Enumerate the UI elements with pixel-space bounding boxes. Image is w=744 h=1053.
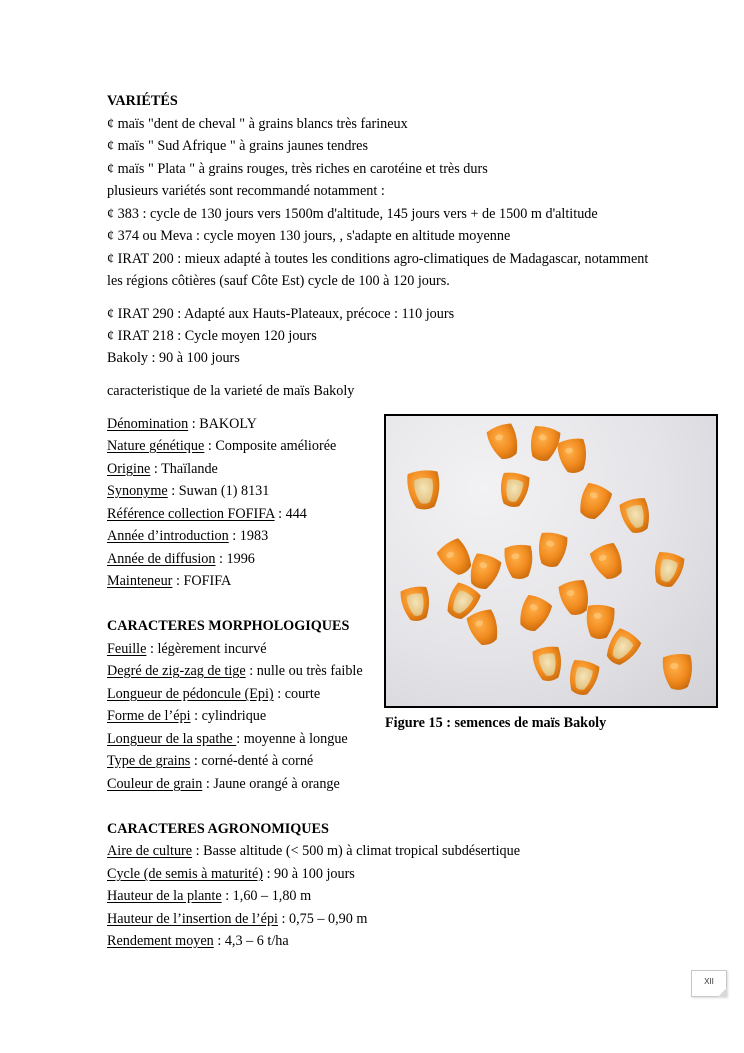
- id-row: [107, 460, 218, 478]
- id-row: [107, 415, 257, 433]
- agro-title: CARACTERES AGRONOMIQUES: [107, 821, 329, 837]
- id-row: [107, 527, 268, 545]
- agro-label: Hauteur de la plante: [107, 888, 222, 904]
- page-number-box: [691, 970, 727, 997]
- id-value: : BAKOLY: [188, 416, 257, 432]
- id-value: : 1983: [228, 528, 269, 544]
- agro-value: : 90 à 100 jours: [263, 866, 355, 882]
- variety-line: ¢ 374 ou Meva : cycle moyen 130 jours, , s'adapte en altitude moyenne: [107, 228, 511, 244]
- agro-row: [107, 842, 520, 860]
- variety-line: ¢ IRAT 200 : mieux adapté à toutes les conditions agro-climatiques de Madagascar, notamment: [107, 251, 649, 267]
- id-label: Dénomination: [107, 416, 189, 432]
- page-number: XII: [704, 977, 714, 986]
- maize-seeds-photo: [384, 414, 718, 708]
- id-label: Année de diffusion: [107, 551, 216, 567]
- morpho-row: [107, 752, 313, 770]
- morpho-row: [107, 662, 363, 680]
- maize-kernels: [399, 421, 694, 698]
- morpho-value: : nulle ou très faible: [245, 663, 363, 679]
- morpho-value: : légèrement incurvé: [146, 641, 267, 657]
- agro-row: [107, 865, 355, 883]
- variety-line: Bakoly : 90 à 100 jours: [107, 350, 240, 366]
- id-value: : Suwan (1) 8131: [167, 483, 270, 499]
- id-label: Mainteneur: [107, 573, 173, 589]
- morpho-value: : courte: [273, 686, 321, 702]
- morpho-row: [107, 640, 267, 658]
- id-row: [107, 437, 336, 455]
- agro-value: : 4,3 – 6 t/ha: [213, 933, 289, 949]
- morpho-row: [107, 685, 320, 703]
- agro-label: Hauteur de l’insertion de l’épi: [107, 911, 278, 927]
- bakoly-intro: caracteristique de la varieté de maïs Bakoly: [107, 383, 355, 399]
- agro-label: Cycle (de semis à maturité): [107, 866, 264, 882]
- morpho-label: Couleur de grain: [107, 776, 203, 792]
- morpho-label: Longueur de pédoncule (Epi): [107, 686, 274, 702]
- id-row: [107, 482, 269, 500]
- agro-label: Aire de culture: [107, 843, 193, 859]
- id-value: : 1996: [215, 551, 255, 567]
- morpho-label: Type de grains: [107, 753, 191, 769]
- id-label: Nature génétique: [107, 438, 205, 454]
- figure-caption: Figure 15 : semences de maïs Bakoly: [385, 715, 607, 731]
- id-row: [107, 505, 307, 523]
- id-value: : Thaïlande: [150, 461, 218, 477]
- morpho-title: CARACTERES MORPHOLOGIQUES: [107, 618, 350, 634]
- varietes-title: VARIÉTÉS: [107, 93, 178, 109]
- id-label: Origine: [107, 461, 151, 477]
- variety-line: les régions côtières (sauf Côte Est) cycle de 100 à 120 jours.: [107, 273, 450, 289]
- morpho-label: Longueur de la spathe: [107, 731, 237, 747]
- id-label: Année d’introduction: [107, 528, 229, 544]
- morpho-label: Forme de l’épi: [107, 708, 191, 724]
- id-label: Référence collection FOFIFA: [107, 506, 275, 522]
- agro-value: : 1,60 – 1,80 m: [221, 888, 312, 904]
- variety-line: ¢ IRAT 218 : Cycle moyen 120 jours: [107, 328, 317, 344]
- agro-value: : Basse altitude (< 500 m) à climat tropical subdésertique: [192, 843, 521, 859]
- page-curl-icon: [718, 988, 727, 997]
- morpho-value: : corné-denté à corné: [190, 753, 314, 769]
- variety-line: ¢ 383 : cycle de 130 jours vers 1500m d'altitude, 145 jours vers + de 1500 m d'altitude: [107, 206, 598, 222]
- id-value: : Composite améliorée: [204, 438, 337, 454]
- variety-line: plusieurs variétés sont recommandé notamment :: [107, 183, 385, 199]
- morpho-label: Feuille: [107, 641, 147, 657]
- variety-line: ¢ maïs " Sud Afrique " à grains jaunes tendres: [107, 138, 368, 154]
- variety-line: ¢ maïs "dent de cheval " à grains blancs très farineux: [107, 116, 408, 132]
- morpho-row: [107, 707, 266, 725]
- morpho-row: [107, 775, 340, 793]
- morpho-label: Degré de zig-zag de tige: [107, 663, 246, 679]
- morpho-value: : Jaune orangé à orange: [202, 776, 340, 792]
- id-value: : 444: [274, 506, 307, 522]
- agro-label: Rendement moyen: [107, 933, 214, 949]
- agro-row: [107, 932, 289, 950]
- id-value: : FOFIFA: [172, 573, 232, 589]
- morpho-value: : moyenne à longue: [236, 731, 348, 747]
- id-label: Synonyme: [107, 483, 168, 499]
- id-row: [107, 550, 255, 568]
- morpho-value: : cylindrique: [190, 708, 267, 724]
- id-row: [107, 572, 231, 590]
- variety-line: ¢ IRAT 290 : Adapté aux Hauts-Plateaux, précoce : 110 jours: [107, 306, 455, 322]
- morpho-row: [107, 730, 348, 748]
- agro-row: [107, 887, 311, 905]
- agro-row: [107, 910, 367, 928]
- agro-value: : 0,75 – 0,90 m: [277, 911, 368, 927]
- maize-seeds-illustration: [386, 416, 716, 706]
- variety-line: ¢ maïs " Plata " à grains rouges, très riches en carotéine et très durs: [107, 161, 488, 177]
